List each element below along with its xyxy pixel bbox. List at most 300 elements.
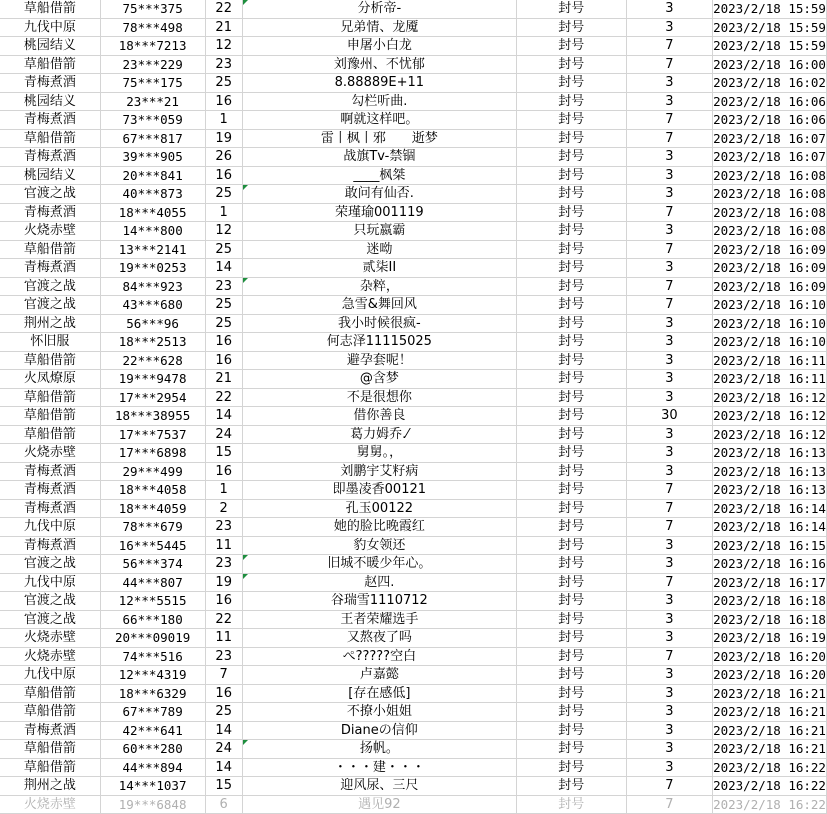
cell-timestamp[interactable]: 2023/2/18 16:14 xyxy=(713,519,826,535)
cell-days[interactable]: 7 xyxy=(626,481,712,500)
cell-days[interactable]: 3 xyxy=(626,536,712,555)
cell-action[interactable]: 封号 xyxy=(516,18,626,37)
cell-action[interactable]: 封号 xyxy=(516,55,626,74)
cell-days[interactable]: 3 xyxy=(626,259,712,278)
cell-account[interactable]: 18***2513 xyxy=(100,333,205,352)
cell-level[interactable]: 15 xyxy=(205,444,242,463)
cell-days[interactable]: 7 xyxy=(626,647,712,666)
cell-action[interactable]: 封号 xyxy=(516,721,626,740)
cell-action[interactable]: 封号 xyxy=(516,166,626,185)
cell-player-name[interactable]: 遇见92 xyxy=(242,795,516,814)
cell-days[interactable]: 3 xyxy=(626,721,712,740)
cell-action[interactable]: 封号 xyxy=(516,555,626,574)
cell-timestamp[interactable]: 2023/2/18 16:15 xyxy=(713,537,826,553)
cell-player-name[interactable]: @含梦 xyxy=(242,370,516,389)
cell-timestamp[interactable]: 2023/2/18 16:19 xyxy=(713,630,826,646)
cell-level[interactable]: 1 xyxy=(205,203,242,222)
cell-game-mode[interactable]: 桃园结义 xyxy=(0,92,100,111)
cell-action[interactable]: 封号 xyxy=(516,573,626,592)
cell-timestamp[interactable]: 2023/2/18 16:00 xyxy=(713,56,826,72)
cell-player-name[interactable]: 不是很想你 xyxy=(242,388,516,407)
cell-player-name[interactable] xyxy=(242,573,516,592)
cell-game-mode[interactable]: 火烧赤壁 xyxy=(0,222,100,241)
cell-game-mode[interactable]: 九伐中原 xyxy=(0,18,100,37)
cell-days[interactable]: 7 xyxy=(626,296,712,315)
cell-player-name[interactable]: 即墨凌香00121 xyxy=(242,481,516,500)
cell-game-mode[interactable]: 青梅煮酒 xyxy=(0,462,100,481)
cell-player-name[interactable]: 卢嘉懿 xyxy=(242,666,516,685)
cell-player-name[interactable]: 急雪&舞回风 xyxy=(242,296,516,315)
cell-timestamp[interactable]: 2023/2/18 16:13 xyxy=(713,482,826,498)
cell-timestamp[interactable]: 2023/2/18 16:08 xyxy=(713,223,826,239)
cell-timestamp[interactable]: 2023/2/18 16:18 xyxy=(713,593,826,609)
cell-days[interactable]: 3 xyxy=(626,629,712,648)
cell-days[interactable]: 7 xyxy=(626,777,712,796)
cell-action[interactable]: 封号 xyxy=(516,351,626,370)
cell-account[interactable]: 18***6329 xyxy=(100,684,205,703)
cell-player-name[interactable] xyxy=(242,555,516,574)
cell-account[interactable]: 40***873 xyxy=(100,185,205,204)
cell-days[interactable]: 7 xyxy=(626,203,712,222)
cell-account[interactable]: 16***5445 xyxy=(100,536,205,555)
cell-action[interactable]: 封号 xyxy=(516,407,626,426)
cell-days[interactable]: 3 xyxy=(626,684,712,703)
cell-level[interactable]: 16 xyxy=(205,592,242,611)
cell-days[interactable]: 7 xyxy=(626,518,712,537)
cell-account[interactable]: 17***7537 xyxy=(100,425,205,444)
cell-game-mode[interactable]: 草船借箭 xyxy=(0,758,100,777)
cell-account[interactable]: 56***96 xyxy=(100,314,205,333)
cell-timestamp[interactable]: 2023/2/18 16:09 xyxy=(713,278,826,294)
cell-timestamp[interactable]: 2023/2/18 16:07 xyxy=(713,149,826,165)
cell-game-mode[interactable]: 青梅煮酒 xyxy=(0,148,100,167)
cell-action[interactable]: 封号 xyxy=(516,666,626,685)
cell-account[interactable]: 14***1037 xyxy=(100,777,205,796)
cell-timestamp[interactable]: 2023/2/18 16:08 xyxy=(713,167,826,183)
cell-game-mode[interactable]: 草船借箭 xyxy=(0,351,100,370)
cell-account[interactable]: 18***38955 xyxy=(100,407,205,426)
cell-level[interactable]: 25 xyxy=(205,185,242,204)
cell-timestamp[interactable]: 2023/2/18 15:59 xyxy=(713,19,826,35)
cell-player-name[interactable]: 又熬夜了吗 xyxy=(242,629,516,648)
cell-days[interactable]: 3 xyxy=(626,758,712,777)
cell-game-mode[interactable]: 官渡之战 xyxy=(0,277,100,296)
cell-timestamp[interactable]: 2023/2/18 16:22 xyxy=(713,759,826,775)
cell-timestamp[interactable]: 2023/2/18 16:11 xyxy=(713,352,826,368)
cell-game-mode[interactable]: 青梅煮酒 xyxy=(0,499,100,518)
cell-game-mode[interactable]: 桃园结义 xyxy=(0,166,100,185)
cell-timestamp[interactable]: 2023/2/18 16:20 xyxy=(713,667,826,683)
cell-level[interactable]: 2 xyxy=(205,499,242,518)
cell-player-name[interactable]: 迎风尿、三尺 xyxy=(242,777,516,796)
cell-level[interactable]: 11 xyxy=(205,536,242,555)
cell-player-name[interactable] xyxy=(242,277,516,296)
cell-action[interactable]: 封号 xyxy=(516,37,626,56)
cell-game-mode[interactable]: 青梅煮酒 xyxy=(0,481,100,500)
cell-game-mode[interactable]: 草船借箭 xyxy=(0,0,100,18)
cell-days[interactable]: 3 xyxy=(626,185,712,204)
cell-player-name[interactable]: 迷呦 xyxy=(242,240,516,259)
cell-player-name[interactable]: 刘鹏宇艾籽病 xyxy=(242,462,516,481)
cell-level[interactable]: 23 xyxy=(205,518,242,537)
cell-timestamp[interactable]: 2023/2/18 16:21 xyxy=(713,741,826,757)
cell-account[interactable]: 44***807 xyxy=(100,573,205,592)
cell-days[interactable]: 3 xyxy=(626,703,712,722)
cell-days[interactable]: 3 xyxy=(626,92,712,111)
cell-player-name[interactable] xyxy=(242,0,516,18)
cell-player-name[interactable]: 荣瑾瑜001119 xyxy=(242,203,516,222)
cell-level[interactable]: 21 xyxy=(205,370,242,389)
cell-player-name[interactable]: 申屠小白龙 xyxy=(242,37,516,56)
cell-level[interactable]: 16 xyxy=(205,92,242,111)
cell-timestamp[interactable]: 2023/2/18 16:02 xyxy=(713,75,826,91)
cell-timestamp[interactable]: 2023/2/18 16:21 xyxy=(713,704,826,720)
cell-level[interactable]: 19 xyxy=(205,573,242,592)
cell-action[interactable]: 封号 xyxy=(516,203,626,222)
cell-account[interactable]: 12***4319 xyxy=(100,666,205,685)
cell-account[interactable]: 78***679 xyxy=(100,518,205,537)
cell-action[interactable]: 封号 xyxy=(516,740,626,759)
cell-game-mode[interactable]: 草船借箭 xyxy=(0,407,100,426)
cell-account[interactable]: 12***5515 xyxy=(100,592,205,611)
cell-timestamp[interactable]: 2023/2/18 15:59 xyxy=(713,38,826,54)
cell-game-mode[interactable]: 九伐中原 xyxy=(0,573,100,592)
cell-player-name[interactable]: 贰柒II xyxy=(242,259,516,278)
cell-timestamp[interactable]: 2023/2/18 16:21 xyxy=(713,722,826,738)
cell-game-mode[interactable]: 怀旧服 xyxy=(0,333,100,352)
cell-action[interactable]: 封号 xyxy=(516,314,626,333)
cell-action[interactable]: 封号 xyxy=(516,518,626,537)
cell-game-mode[interactable]: 火烧赤壁 xyxy=(0,444,100,463)
cell-game-mode[interactable]: 官渡之战 xyxy=(0,555,100,574)
cell-game-mode[interactable]: 九伐中原 xyxy=(0,518,100,537)
cell-action[interactable]: 封号 xyxy=(516,462,626,481)
cell-player-name[interactable]: 8.88889E+11 xyxy=(242,74,516,93)
cell-days[interactable]: 3 xyxy=(626,74,712,93)
cell-timestamp[interactable]: 2023/2/18 16:21 xyxy=(713,685,826,701)
cell-game-mode[interactable]: 火烧赤壁 xyxy=(0,647,100,666)
cell-account[interactable]: 19***9478 xyxy=(100,370,205,389)
cell-account[interactable]: 17***2954 xyxy=(100,388,205,407)
cell-action[interactable]: 封号 xyxy=(516,148,626,167)
cell-action[interactable]: 封号 xyxy=(516,777,626,796)
cell-player-name[interactable]: 勾栏听曲. xyxy=(242,92,516,111)
cell-action[interactable]: 封号 xyxy=(516,129,626,148)
cell-action[interactable]: 封号 xyxy=(516,758,626,777)
cell-action[interactable]: 封号 xyxy=(516,0,626,18)
cell-game-mode[interactable]: 草船借箭 xyxy=(0,129,100,148)
cell-game-mode[interactable]: 官渡之战 xyxy=(0,185,100,204)
cell-days[interactable]: 3 xyxy=(626,18,712,37)
cell-game-mode[interactable]: 火烧赤壁 xyxy=(0,629,100,648)
cell-level[interactable]: 14 xyxy=(205,758,242,777)
cell-action[interactable]: 封号 xyxy=(516,92,626,111)
cell-action[interactable]: 封号 xyxy=(516,684,626,703)
cell-level[interactable]: 14 xyxy=(205,259,242,278)
cell-level[interactable]: 21 xyxy=(205,18,242,37)
cell-action[interactable]: 封号 xyxy=(516,536,626,555)
cell-timestamp[interactable]: 2023/2/18 16:10 xyxy=(713,334,826,350)
cell-days[interactable]: 3 xyxy=(626,333,712,352)
cell-account[interactable]: 39***905 xyxy=(100,148,205,167)
cell-timestamp[interactable]: 2023/2/18 16:06 xyxy=(713,93,826,109)
cell-player-name[interactable]: 啊就这样吧。 xyxy=(242,111,516,130)
cell-player-name[interactable] xyxy=(242,740,516,759)
cell-timestamp[interactable]: 2023/2/18 16:08 xyxy=(713,186,826,202)
cell-level[interactable]: 23 xyxy=(205,55,242,74)
cell-player-name[interactable]: 豹女领还 xyxy=(242,536,516,555)
cell-timestamp[interactable]: 2023/2/18 16:12 xyxy=(713,408,826,424)
cell-days[interactable]: 3 xyxy=(626,388,712,407)
cell-level[interactable]: 23 xyxy=(205,555,242,574)
cell-player-name[interactable]: 王者荣耀选手 xyxy=(242,610,516,629)
cell-account[interactable]: 66***180 xyxy=(100,610,205,629)
cell-account[interactable]: 23***229 xyxy=(100,55,205,74)
cell-account[interactable]: 67***789 xyxy=(100,703,205,722)
cell-account[interactable]: 18***4059 xyxy=(100,499,205,518)
cell-level[interactable]: 25 xyxy=(205,703,242,722)
cell-timestamp[interactable]: 2023/2/18 16:17 xyxy=(713,574,826,590)
cell-days[interactable]: 7 xyxy=(626,111,712,130)
cell-timestamp[interactable]: 2023/2/18 16:10 xyxy=(713,297,826,313)
cell-game-mode[interactable]: 火凤燎原 xyxy=(0,370,100,389)
cell-days[interactable]: 7 xyxy=(626,55,712,74)
cell-level[interactable]: 1 xyxy=(205,111,242,130)
cell-level[interactable]: 12 xyxy=(205,222,242,241)
cell-action[interactable]: 封号 xyxy=(516,333,626,352)
cell-level[interactable]: 16 xyxy=(205,333,242,352)
cell-level[interactable]: 24 xyxy=(205,740,242,759)
cell-game-mode[interactable]: 青梅煮酒 xyxy=(0,111,100,130)
cell-action[interactable]: 封号 xyxy=(516,74,626,93)
cell-action[interactable]: 封号 xyxy=(516,370,626,389)
cell-timestamp[interactable]: 2023/2/18 16:12 xyxy=(713,389,826,405)
cell-days[interactable]: 3 xyxy=(626,351,712,370)
cell-timestamp[interactable]: 2023/2/18 16:22 xyxy=(713,796,826,812)
cell-level[interactable]: 14 xyxy=(205,407,242,426)
cell-account[interactable]: 78***498 xyxy=(100,18,205,37)
cell-timestamp[interactable]: 2023/2/18 16:12 xyxy=(713,426,826,442)
cell-game-mode[interactable]: 官渡之战 xyxy=(0,296,100,315)
cell-action[interactable]: 封号 xyxy=(516,629,626,648)
cell-player-name[interactable]: 兄弟情、龙魇 xyxy=(242,18,516,37)
cell-game-mode[interactable]: 九伐中原 xyxy=(0,666,100,685)
cell-player-name[interactable]: ____枫桀 xyxy=(242,166,516,185)
cell-level[interactable]: 7 xyxy=(205,666,242,685)
cell-account[interactable]: 20***841 xyxy=(100,166,205,185)
cell-days[interactable]: 7 xyxy=(626,277,712,296)
cell-timestamp[interactable]: 2023/2/18 16:14 xyxy=(713,500,826,516)
cell-player-name[interactable]: 我小时候很疯- xyxy=(242,314,516,333)
cell-level[interactable]: 25 xyxy=(205,74,242,93)
cell-level[interactable]: 25 xyxy=(205,314,242,333)
cell-player-name[interactable]: [存在感低] xyxy=(242,684,516,703)
cell-account[interactable]: 74***516 xyxy=(100,647,205,666)
cell-game-mode[interactable]: 草船借箭 xyxy=(0,240,100,259)
cell-account[interactable]: 44***894 xyxy=(100,758,205,777)
cell-action[interactable]: 封号 xyxy=(516,610,626,629)
cell-account[interactable]: 20***09019 xyxy=(100,629,205,648)
cell-player-name[interactable]: 只玩嬴霸 xyxy=(242,222,516,241)
cell-level[interactable]: 24 xyxy=(205,425,242,444)
cell-game-mode[interactable]: 官渡之战 xyxy=(0,592,100,611)
cell-account[interactable]: 84***923 xyxy=(100,277,205,296)
cell-game-mode[interactable]: 青梅煮酒 xyxy=(0,259,100,278)
cell-player-name[interactable]: 何志泽11115025 xyxy=(242,333,516,352)
cell-action[interactable]: 封号 xyxy=(516,481,626,500)
cell-account[interactable]: 67***817 xyxy=(100,129,205,148)
cell-action[interactable]: 封号 xyxy=(516,296,626,315)
cell-player-name[interactable]: 葛力姆乔.⁄ xyxy=(242,425,516,444)
cell-player-name[interactable]: 舅舅。， xyxy=(242,444,516,463)
cell-days[interactable]: 7 xyxy=(626,499,712,518)
cell-timestamp[interactable]: 2023/2/18 16:13 xyxy=(713,445,826,461)
cell-player-name[interactable]: 战旗Tv-禁锢 xyxy=(242,148,516,167)
cell-days[interactable]: 7 xyxy=(626,240,712,259)
cell-days[interactable]: 3 xyxy=(626,555,712,574)
cell-account[interactable]: 17***6898 xyxy=(100,444,205,463)
cell-account[interactable]: 18***4055 xyxy=(100,203,205,222)
cell-game-mode[interactable]: 草船借箭 xyxy=(0,740,100,759)
cell-game-mode[interactable]: 草船借箭 xyxy=(0,388,100,407)
cell-days[interactable]: 3 xyxy=(626,148,712,167)
cell-game-mode[interactable]: 草船借箭 xyxy=(0,425,100,444)
cell-days[interactable]: 3 xyxy=(626,0,712,18)
cell-game-mode[interactable]: 草船借箭 xyxy=(0,55,100,74)
cell-action[interactable]: 封号 xyxy=(516,425,626,444)
cell-account[interactable]: 73***059 xyxy=(100,111,205,130)
cell-action[interactable]: 封号 xyxy=(516,222,626,241)
cell-days[interactable]: 7 xyxy=(626,573,712,592)
cell-player-name[interactable]: 她的脸比晚霞红 xyxy=(242,518,516,537)
cell-timestamp[interactable]: 2023/2/18 15:59 xyxy=(713,1,826,17)
cell-action[interactable]: 封号 xyxy=(516,185,626,204)
cell-action[interactable]: 封号 xyxy=(516,795,626,814)
cell-level[interactable]: 6 xyxy=(205,795,242,814)
cell-level[interactable]: 14 xyxy=(205,721,242,740)
cell-level[interactable]: 22 xyxy=(205,0,242,18)
cell-days[interactable]: 3 xyxy=(626,370,712,389)
cell-game-mode[interactable]: 荆州之战 xyxy=(0,314,100,333)
cell-days[interactable]: 30 xyxy=(626,407,712,426)
cell-account[interactable]: 19***0253 xyxy=(100,259,205,278)
cell-level[interactable]: 25 xyxy=(205,296,242,315)
cell-account[interactable]: 43***680 xyxy=(100,296,205,315)
cell-days[interactable]: 3 xyxy=(626,166,712,185)
cell-level[interactable]: 26 xyxy=(205,148,242,167)
cell-player-name[interactable]: ぺ?????空白 xyxy=(242,647,516,666)
cell-action[interactable]: 封号 xyxy=(516,444,626,463)
cell-timestamp[interactable]: 2023/2/18 16:09 xyxy=(713,241,826,257)
cell-action[interactable]: 封号 xyxy=(516,240,626,259)
cell-game-mode[interactable]: 官渡之战 xyxy=(0,610,100,629)
cell-account[interactable]: 19***6848 xyxy=(100,795,205,814)
cell-account[interactable]: 75***175 xyxy=(100,74,205,93)
cell-timestamp[interactable]: 2023/2/18 16:11 xyxy=(713,371,826,387)
cell-account[interactable]: 14***800 xyxy=(100,222,205,241)
cell-level[interactable]: 16 xyxy=(205,351,242,370)
cell-player-name[interactable]: 谷瑞雪1110712 xyxy=(242,592,516,611)
cell-player-name[interactable]: 不撩小姐姐 xyxy=(242,703,516,722)
cell-account[interactable]: 18***7213 xyxy=(100,37,205,56)
cell-game-mode[interactable]: 荆州之战 xyxy=(0,777,100,796)
cell-level[interactable]: 16 xyxy=(205,462,242,481)
cell-game-mode[interactable]: 青梅煮酒 xyxy=(0,536,100,555)
cell-days[interactable]: 3 xyxy=(626,666,712,685)
cell-player-name[interactable]: 刘豫州、不忧郁 xyxy=(242,55,516,74)
cell-account[interactable]: 22***628 xyxy=(100,351,205,370)
cell-timestamp[interactable]: 2023/2/18 16:06 xyxy=(713,112,826,128)
cell-action[interactable]: 封号 xyxy=(516,388,626,407)
cell-days[interactable]: 3 xyxy=(626,425,712,444)
cell-level[interactable]: 11 xyxy=(205,629,242,648)
cell-game-mode[interactable]: 草船借箭 xyxy=(0,703,100,722)
cell-timestamp[interactable]: 2023/2/18 16:20 xyxy=(713,648,826,664)
cell-account[interactable]: 56***374 xyxy=(100,555,205,574)
cell-player-name[interactable]: 雷丨枫丨邪 逝梦 xyxy=(242,129,516,148)
cell-days[interactable]: 3 xyxy=(626,462,712,481)
cell-account[interactable]: 42***641 xyxy=(100,721,205,740)
cell-player-name[interactable]: 借你善良 xyxy=(242,407,516,426)
cell-days[interactable]: 3 xyxy=(626,444,712,463)
cell-timestamp[interactable]: 2023/2/18 16:09 xyxy=(713,260,826,276)
cell-days[interactable]: 3 xyxy=(626,314,712,333)
cell-player-name[interactable]: Dianeの信仰 xyxy=(242,721,516,740)
cell-game-mode[interactable]: 青梅煮酒 xyxy=(0,74,100,93)
cell-timestamp[interactable]: 2023/2/18 16:16 xyxy=(713,556,826,572)
cell-account[interactable]: 29***499 xyxy=(100,462,205,481)
cell-account[interactable]: 13***2141 xyxy=(100,240,205,259)
cell-action[interactable]: 封号 xyxy=(516,647,626,666)
cell-player-name[interactable]: 避孕套呢！ xyxy=(242,351,516,370)
cell-days[interactable]: 3 xyxy=(626,592,712,611)
cell-level[interactable]: 25 xyxy=(205,240,242,259)
cell-action[interactable]: 封号 xyxy=(516,499,626,518)
cell-timestamp[interactable]: 2023/2/18 16:22 xyxy=(713,778,826,794)
cell-level[interactable]: 16 xyxy=(205,684,242,703)
cell-player-name[interactable]: 孔玉00122 xyxy=(242,499,516,518)
cell-action[interactable]: 封号 xyxy=(516,703,626,722)
cell-days[interactable]: 3 xyxy=(626,222,712,241)
cell-account[interactable]: 23***21 xyxy=(100,92,205,111)
cell-level[interactable]: 22 xyxy=(205,388,242,407)
cell-player-name[interactable]: ・・・建・・・ xyxy=(242,758,516,777)
cell-account[interactable]: 60***280 xyxy=(100,740,205,759)
cell-account[interactable]: 75***375 xyxy=(100,0,205,18)
cell-action[interactable]: 封号 xyxy=(516,259,626,278)
cell-days[interactable]: 3 xyxy=(626,610,712,629)
cell-days[interactable]: 7 xyxy=(626,129,712,148)
cell-level[interactable]: 23 xyxy=(205,647,242,666)
cell-action[interactable]: 封号 xyxy=(516,277,626,296)
cell-days[interactable]: 7 xyxy=(626,795,712,814)
cell-timestamp[interactable]: 2023/2/18 16:13 xyxy=(713,463,826,479)
cell-level[interactable]: 19 xyxy=(205,129,242,148)
cell-game-mode[interactable]: 青梅煮酒 xyxy=(0,721,100,740)
cell-timestamp[interactable]: 2023/2/18 16:18 xyxy=(713,611,826,627)
cell-days[interactable]: 7 xyxy=(626,37,712,56)
cell-player-name[interactable] xyxy=(242,185,516,204)
cell-days[interactable]: 3 xyxy=(626,740,712,759)
cell-game-mode[interactable]: 草船借箭 xyxy=(0,684,100,703)
cell-timestamp[interactable]: 2023/2/18 16:08 xyxy=(713,204,826,220)
cell-action[interactable]: 封号 xyxy=(516,592,626,611)
cell-game-mode[interactable]: 桃园结义 xyxy=(0,37,100,56)
cell-account[interactable]: 18***4058 xyxy=(100,481,205,500)
cell-timestamp[interactable]: 2023/2/18 16:10 xyxy=(713,315,826,331)
cell-level[interactable]: 12 xyxy=(205,37,242,56)
cell-action[interactable]: 封号 xyxy=(516,111,626,130)
